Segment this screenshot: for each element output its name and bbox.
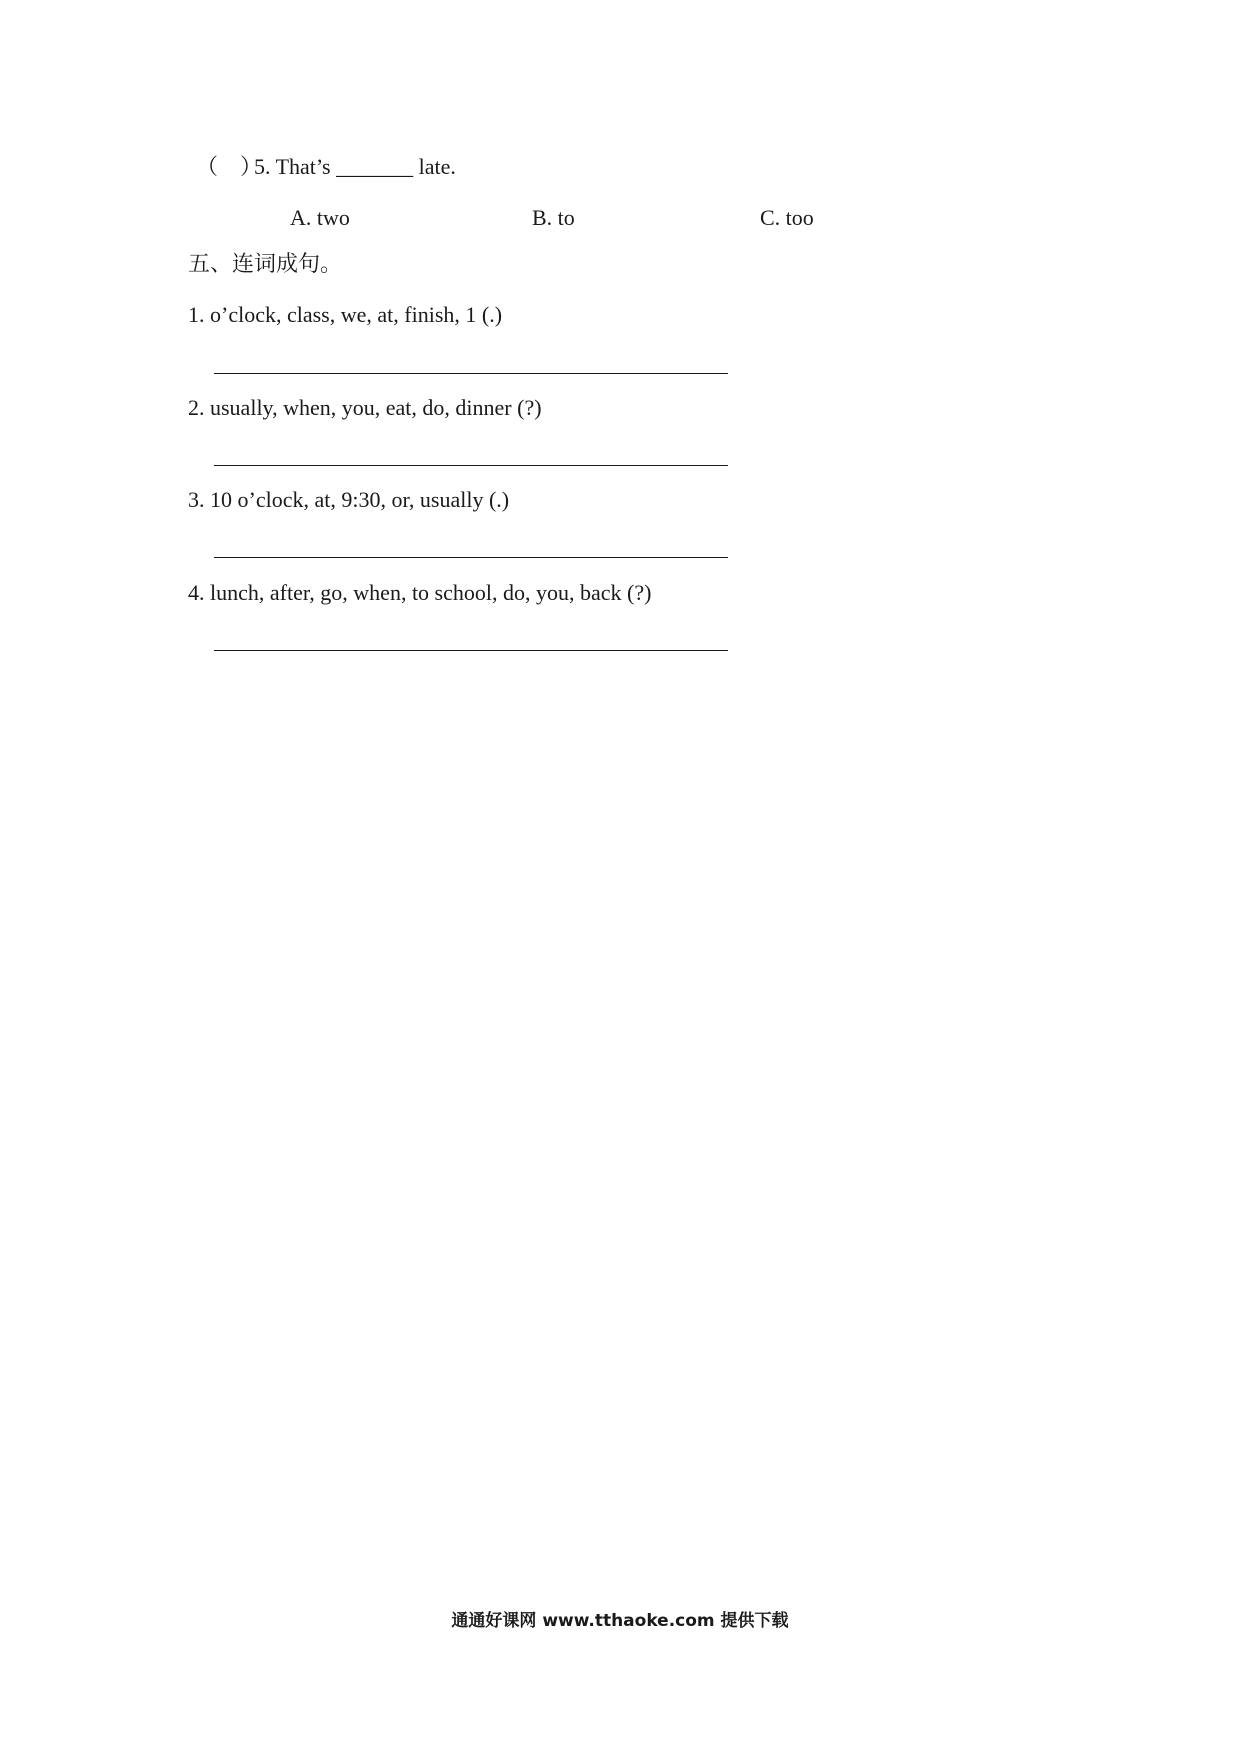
- answer-line-1: [214, 373, 728, 374]
- answer-line-3: [214, 557, 728, 558]
- question-5-text: 5. That’s _______ late.: [254, 154, 456, 179]
- answer-line-4: [214, 650, 728, 651]
- sentence-item-2: 2. usually, when, you, eat, do, dinner (?): [188, 395, 542, 420]
- footer-credit: 通通好课网 www.tthaoke.com 提供下载: [451, 1611, 789, 1631]
- question-5: [196, 154, 456, 180]
- option-c: C. too: [760, 205, 814, 230]
- option-b: B. to: [532, 205, 575, 230]
- sentence-item-1: 1. o’clock, class, we, at, finish, 1 (.): [188, 302, 503, 327]
- option-a: A. two: [290, 205, 350, 230]
- answer-bracket: （ ）: [196, 154, 263, 179]
- section-title: 五、连词成句。: [188, 252, 343, 277]
- sentence-item-4: 4. lunch, after, go, when, to school, do, you, back (?): [188, 580, 652, 605]
- answer-line-2: [214, 465, 728, 466]
- sentence-item-3: 3. 10 o’clock, at, 9:30, or, usually (.): [188, 487, 510, 512]
